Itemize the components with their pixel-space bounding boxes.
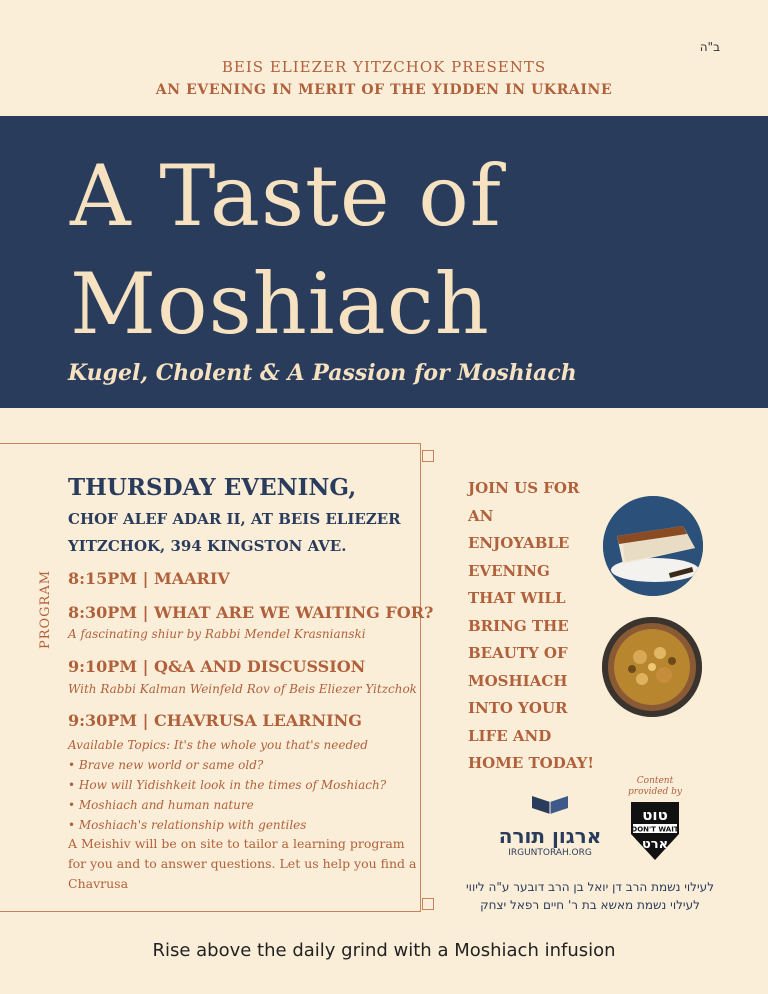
dont-wait-top: טוט	[642, 806, 668, 824]
join-line: BRING THE	[468, 616, 569, 635]
title-line-2: Moshiach	[70, 255, 490, 353]
program-label	[38, 568, 58, 648]
dont-wait-logo	[627, 800, 683, 862]
schedule-item-maariv: 8:15PM | MAARIV	[68, 569, 230, 588]
dont-wait-bottom: ארט	[641, 837, 669, 852]
dont-wait-mid: DON'T WAIT	[631, 825, 679, 834]
event-day: THURSDAY EVENING,	[68, 474, 357, 501]
join-line: EVENING	[468, 561, 550, 580]
join-line: BEAUTY OF	[468, 644, 568, 662]
topic-item: • Brave new world or same old?	[68, 758, 264, 772]
topics-intro: Available Topics: It's the whole you that's needed	[68, 738, 368, 752]
join-line: ENJOYABLE	[468, 534, 570, 552]
bh-mark: ב"ה	[699, 40, 720, 54]
schedule-item-chavrusa: 9:30PM | CHAVRUSA LEARNING	[68, 711, 362, 730]
kugel-photo	[603, 496, 703, 596]
topic-item: • How will Yidishkeit look in the times of Moshiach?	[68, 778, 387, 792]
presents-line: BEIS ELIEZER YITZCHOK PRESENTS	[221, 58, 547, 76]
location-line-1: CHOF ALEF ADAR II, AT BEIS ELIEZER	[68, 510, 401, 528]
join-line: INTO YOUR	[468, 699, 568, 717]
topic-item: • Moshiach and human nature	[68, 798, 254, 812]
subtitle: Kugel, Cholent & A Passion for Moshiach	[68, 360, 577, 386]
join-line: LIFE AND	[468, 726, 552, 745]
schedule-desc-qa: With Rabbi Kalman Weinfeld Rov of Beis Eliezer Yitzchok	[68, 682, 417, 696]
join-line: MOSHIACH	[468, 671, 568, 690]
program-text: PROGRAM	[38, 569, 54, 650]
join-line: HOME TODAY!	[468, 754, 594, 772]
cholent-photo	[602, 617, 702, 717]
title-line-1: A Taste of	[70, 147, 502, 245]
frame-corner-top	[422, 450, 434, 462]
topic-item: • Moshiach's relationship with gentiles	[68, 818, 307, 832]
tagline: Rise above the daily grind with a Moshiach infusion	[152, 940, 616, 961]
meishiv-note: A Meishiv will be on site to tailor a learning program for you and to answer questions. Let us help you find a Chavrusa	[68, 836, 417, 891]
event-location	[68, 506, 428, 560]
irgun-torah-logo	[490, 794, 610, 858]
content-provided-label: Content provided by	[628, 776, 682, 797]
join-us-text	[468, 475, 608, 778]
topics-list	[68, 735, 386, 835]
schedule-item-qa: 9:10PM | Q&A AND DISCUSSION	[68, 657, 366, 676]
frame-corner-bottom	[422, 898, 434, 910]
book-icon	[528, 794, 572, 818]
join-line: JOIN US FOR AN	[468, 479, 580, 525]
dedication-line-2: לעילוי נשמת מאשא בת ר' חיים רפאל יצחק	[480, 898, 700, 912]
irgun-name: ארגון תורה	[498, 824, 602, 848]
evening-line: AN EVENING IN MERIT OF THE YIDDEN IN UKRAINE	[155, 82, 613, 98]
location-line-2: YITZCHOK, 394 KINGSTON AVE.	[68, 537, 347, 555]
irgun-url: IRGUNTORAH.ORG	[508, 848, 592, 858]
schedule-item-waiting: 8:30PM | WHAT ARE WE WAITING FOR?	[68, 603, 434, 622]
dedication-line-1: לעילוי נשמת הרב דן יואל בן הרב דובער ע"ה ליווי	[465, 880, 715, 894]
dedication	[440, 878, 740, 914]
join-line: THAT WILL	[468, 589, 566, 607]
schedule-desc-waiting: A fascinating shiur by Rabbi Mendel Krasnianski	[68, 627, 366, 641]
